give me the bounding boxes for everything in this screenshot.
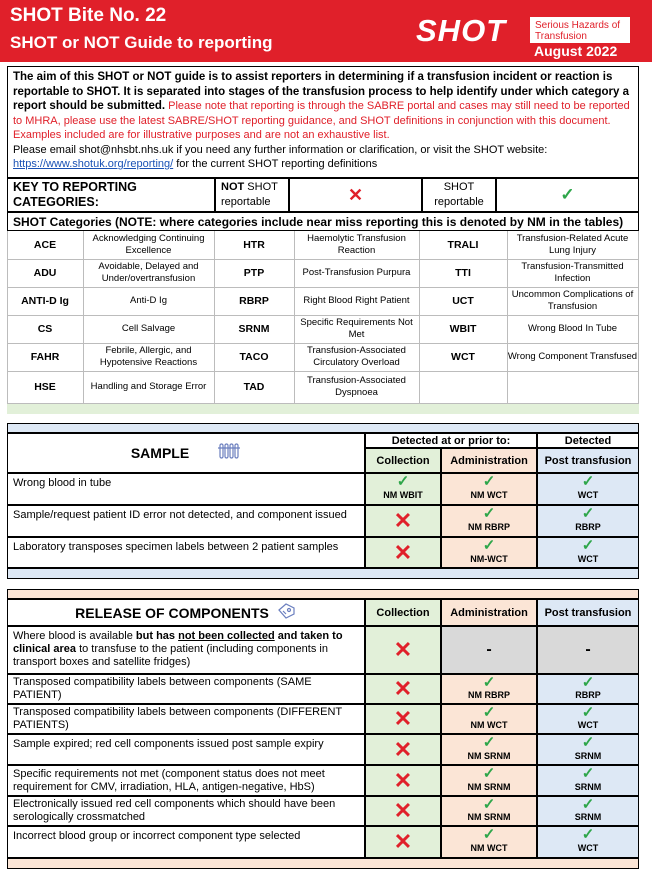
sample-cell: [441, 505, 537, 537]
key-tick-icon: ✓: [496, 178, 639, 212]
category-code: TRALI: [447, 239, 479, 251]
cell-label: RBRP: [575, 690, 601, 700]
sample-col-administration: Administration: [441, 448, 537, 473]
na-dash: -: [537, 626, 639, 674]
category-code: RBRP: [239, 295, 269, 307]
cell-label: RBRP: [575, 522, 601, 532]
sample-title: [7, 433, 365, 473]
category-code: TAD: [243, 381, 265, 393]
release-col-collection: Collection: [365, 599, 441, 626]
release-title: [7, 599, 365, 626]
category-code: TACO: [239, 351, 269, 363]
cross-icon: ✕: [365, 826, 441, 858]
cell-label: NM RBRP: [468, 522, 510, 532]
release-col-post: Post transfusion: [537, 599, 639, 626]
category-name: Specific Requirements Not Met: [300, 317, 413, 340]
release-cell: [441, 826, 537, 858]
tick-icon: ✓: [482, 826, 496, 843]
tick-icon: ✓: [581, 796, 595, 813]
cell-label: NM SRNM: [467, 812, 511, 822]
test-tube-icon: [217, 442, 241, 465]
release-row-desc: [7, 626, 365, 674]
tick-icon: ✓: [581, 674, 595, 691]
release-row-desc: Transposed compatibility labels between components (DIFFERENT PATIENTS): [7, 704, 365, 734]
cell-label: WCT: [577, 843, 599, 853]
detected-before-header: Detected at or prior to:: [365, 433, 537, 448]
tick-icon: ✓: [581, 826, 595, 843]
release-row-desc: Electronically issued red cell components which should have been serologically crossmatched: [7, 796, 365, 826]
categories-heading: SHOT Categories (NOTE: where categories include near miss reporting this is denoted by NM in the tables): [7, 212, 639, 231]
category-name: Anti-D Ig: [130, 295, 167, 306]
tick-icon: ✓: [482, 473, 496, 490]
key-label: KEY TO REPORTING CATEGORIES:: [7, 178, 215, 212]
tick-icon: ✓: [482, 734, 496, 751]
release-col-administration: Administration: [441, 599, 537, 626]
category-name: Uncommon Complications of Transfusion: [511, 289, 634, 312]
na-dash: -: [441, 626, 537, 674]
cross-icon: ✕: [365, 505, 441, 537]
sample-title-text: SAMPLE: [130, 445, 190, 461]
categories-footer-bar: [7, 404, 639, 414]
release-row1-bold1: but has: [135, 630, 176, 642]
release-row1-underline: not been collected: [178, 630, 275, 642]
category-name: Post-Transfusion Purpura: [302, 267, 411, 278]
category-code: TTI: [455, 267, 471, 279]
category-code: ADU: [33, 267, 57, 279]
category-name: Transfusion-Transmitted Infection: [521, 261, 624, 284]
category-name: Avoidable, Delayed and Under/overtransfusion: [98, 261, 199, 284]
cell-label: SRNM: [574, 812, 602, 822]
tick-icon: ✓: [581, 704, 595, 721]
sample-top-bar: [7, 423, 639, 433]
release-row-desc: Specific requirements not met (component status does not meet requirement for CMV, irradiation, HLA, antigen-negative, HbS): [7, 765, 365, 796]
category-name: Haemolytic Transfusion Reaction: [307, 233, 406, 256]
cell-label: NM SRNM: [467, 751, 511, 761]
cell-label: NM RBRP: [468, 690, 510, 700]
key-not-word: NOT: [221, 181, 245, 193]
tick-icon: ✓: [581, 505, 595, 522]
tick-icon: ✓: [482, 505, 496, 522]
tick-icon: ✓: [482, 537, 496, 554]
category-code: HTR: [243, 239, 265, 251]
release-cell: [537, 765, 639, 796]
cell-label: NM WCT: [470, 720, 508, 730]
sample-row-desc: Sample/request patient ID error not detected, and component issued: [7, 505, 365, 537]
cell-label: NM WCT: [470, 843, 508, 853]
tick-icon: ✓: [581, 765, 595, 782]
cross-icon: ✕: [365, 704, 441, 734]
shot-website-link[interactable]: https://www.shotuk.org/reporting/: [13, 158, 174, 170]
release-title-text: RELEASE OF COMPONENTS: [75, 604, 269, 621]
category-name: Right Blood Right Patient: [303, 295, 410, 306]
intro-email-text: Please email shot@nhsbt.nhs.uk if you need any further information or clarification, or visit the SHOT website:: [13, 143, 548, 156]
key-not-reportable: [215, 178, 289, 212]
cell-label: NM-WCT: [470, 554, 508, 564]
category-code: WCT: [451, 351, 475, 363]
release-row-desc: Incorrect blood group or incorrect component type selected: [7, 826, 365, 858]
category-name: Transfusion-Associated Dyspnoea: [307, 375, 406, 398]
release-row-desc: Sample expired; red cell components issued post sample expiry: [7, 734, 365, 765]
release-cell: [537, 826, 639, 858]
category-code: WBIT: [449, 323, 477, 335]
release-cell: [537, 674, 639, 704]
intro-box: [7, 66, 639, 178]
category-code: FAHR: [30, 351, 60, 363]
release-bottom-bar: [7, 858, 639, 869]
release-cell: [441, 796, 537, 826]
sample-row-desc: Laboratory transposes specimen labels between 2 patient samples: [7, 537, 365, 568]
cell-label: NM SRNM: [467, 782, 511, 792]
sample-col-post: Post transfusion: [537, 448, 639, 473]
category-code: CS: [37, 323, 53, 335]
category-name: Handling and Storage Error: [90, 381, 207, 392]
intro-bold-text: The aim of this SHOT or NOT guide is to assist reporters in determining if a transfusion incident or reaction is reportable to SHOT. It is separated into stages of the transfusion process to help identify under which category a report should be submitted.: [13, 71, 630, 112]
cross-icon: ✕: [365, 537, 441, 568]
category-code: ACE: [33, 239, 57, 251]
cell-label: WCT: [577, 554, 599, 564]
release-cell: [537, 704, 639, 734]
category-code: PTP: [243, 267, 265, 279]
cell-label: NM WBIT: [383, 490, 423, 500]
release-row1-bold2: and taken to clinical area: [13, 630, 343, 655]
blood-bag-tag-icon: [277, 602, 297, 623]
sample-bottom-bar: [7, 568, 639, 579]
category-code: UCT: [452, 295, 474, 307]
tick-icon: ✓: [482, 674, 496, 691]
tick-icon: ✓: [482, 704, 496, 721]
cross-icon: ✕: [365, 626, 441, 674]
release-cell: [537, 734, 639, 765]
sample-row-desc: Wrong blood in tube: [7, 473, 365, 505]
category-name: Acknowledging Continuing Excellence: [92, 233, 205, 256]
sample-cell: [365, 473, 441, 505]
sample-cell: [537, 505, 639, 537]
page-subtitle: SHOT or NOT Guide to reporting: [10, 33, 273, 52]
cross-icon: ✕: [365, 734, 441, 765]
category-name: Wrong Component Transfused: [507, 351, 638, 362]
cross-icon: ✕: [365, 765, 441, 796]
release-row1-pre: Where blood is available: [13, 630, 133, 642]
tick-icon: ✓: [396, 473, 410, 490]
bite-number: SHOT Bite No. 22: [10, 5, 167, 26]
detected-header: Detected: [537, 433, 639, 448]
cell-label: SRNM: [574, 751, 602, 761]
release-cell: [537, 796, 639, 826]
key-cross-icon: ✕: [289, 178, 422, 212]
key-shot-reportable: SHOT reportable: [422, 178, 496, 212]
release-cell: [441, 765, 537, 796]
cross-icon: ✕: [365, 796, 441, 826]
category-name: Transfusion-Related Acute Lung Injury: [516, 233, 629, 256]
category-code: SRNM: [238, 323, 270, 335]
release-row-desc: Transposed compatibility labels between components (SAME PATIENT): [7, 674, 365, 704]
categories-grid: [7, 231, 639, 404]
category-code: ANTI-D Ig: [21, 295, 69, 307]
tick-icon: ✓: [482, 765, 496, 782]
sample-cell: [441, 537, 537, 568]
sample-col-collection: Collection: [365, 448, 441, 473]
cell-label: NM WCT: [470, 490, 508, 500]
key-not-rest: SHOT reportable: [221, 181, 278, 208]
issue-date: August 2022: [534, 43, 618, 59]
cell-label: WCT: [577, 490, 599, 500]
release-cell: [441, 734, 537, 765]
category-code: HSE: [34, 381, 56, 393]
category-name: Febrile, Allergic, and Hypotensive Reactions: [99, 345, 198, 368]
sample-cell: [537, 473, 639, 505]
release-top-bar: [7, 589, 639, 599]
cell-label: SRNM: [574, 782, 602, 792]
tick-icon: ✓: [581, 734, 595, 751]
tick-icon: ✓: [581, 473, 595, 490]
shot-logo: SHOT: [416, 13, 507, 48]
sample-cell: [537, 537, 639, 568]
sample-cell: [441, 473, 537, 505]
category-name: Cell Salvage: [121, 323, 176, 334]
release-cell: [441, 674, 537, 704]
category-name: Transfusion-Associated Circulatory Overload: [307, 345, 406, 368]
header-banner: [0, 0, 652, 62]
logo-tagline: Serious Hazards of Transfusion: [530, 17, 630, 43]
tick-icon: ✓: [482, 796, 496, 813]
cross-icon: ✕: [365, 674, 441, 704]
release-cell: [441, 704, 537, 734]
intro-link-suffix: for the current SHOT reporting definitions: [176, 158, 378, 170]
release-row1-post: to transfuse to the patient (including components in transport boxes and satellite fridges): [13, 643, 328, 668]
category-name: Wrong Blood In Tube: [527, 323, 618, 334]
cell-label: WCT: [577, 720, 599, 730]
tick-icon: ✓: [581, 537, 595, 554]
intro-red-text: Please note that reporting is through the SABRE portal and cases may still need to be reported to MHRA, please use the latest SABRE/SHOT reporting guidance, and SHOT definitions in conjunction with this document. Examples included are for illustrative purposes and are not an exhaustive list.: [13, 100, 630, 141]
